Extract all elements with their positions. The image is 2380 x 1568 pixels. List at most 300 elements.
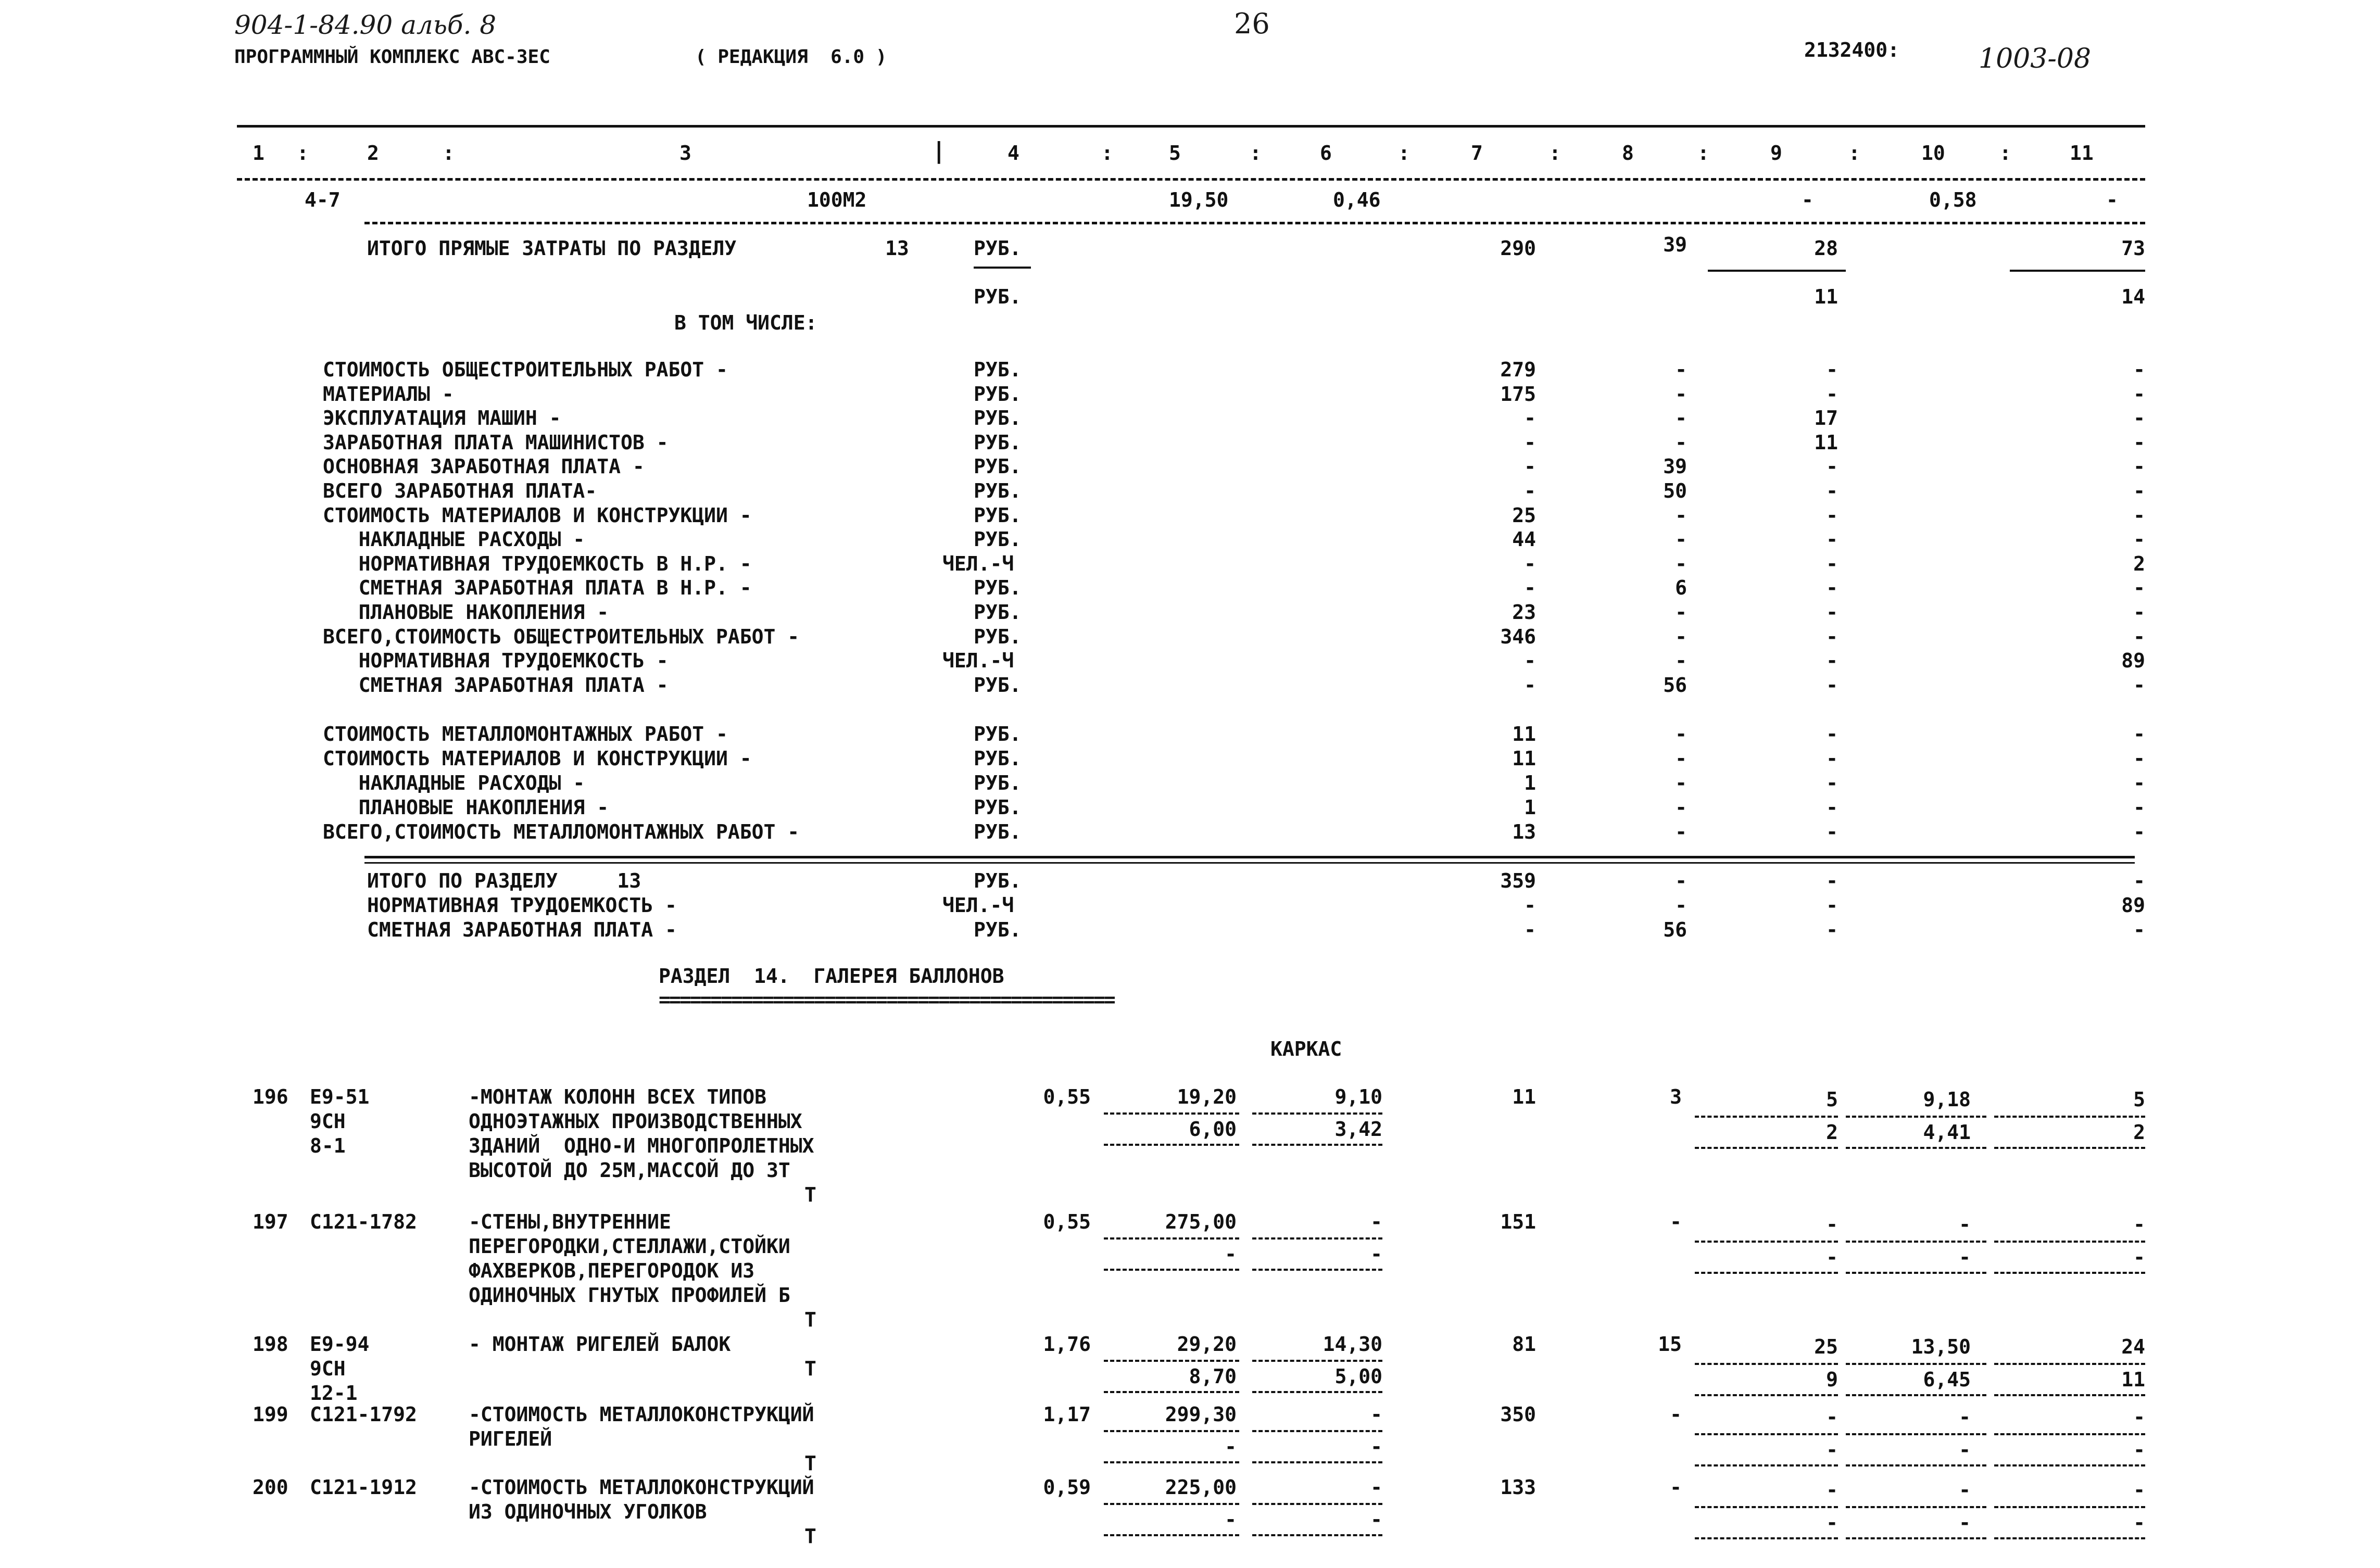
item-description: ПЕРЕГОРОДКИ,СТЕЛЛАЖИ,СТОЙКИ: [469, 1235, 790, 1258]
direct-costs-label: ИТОГО ПРЯМЫЕ ЗАТРАТЫ ПО РАЗДЕЛУ: [367, 237, 737, 260]
summary-c8: -: [1675, 528, 1687, 551]
item-c6-second: 5,00: [1334, 1365, 1382, 1388]
fraction-line: [1104, 1360, 1239, 1362]
item-c5: 299,30: [1165, 1403, 1237, 1426]
direct-costs-c9: 28: [1814, 237, 1838, 260]
frame-subheading: КАРКАС: [1270, 1038, 1342, 1060]
item-c8: -: [1670, 1403, 1682, 1426]
item-unit: Т: [804, 1357, 816, 1380]
section-14-title: РАЗДЕЛ 14. ГАЛЕРЕЯ БАЛЛОНОВ: [659, 965, 1004, 988]
fraction-line: [1994, 1241, 2145, 1243]
summary-c9: 11: [1814, 431, 1838, 454]
program-edition: ( РЕДАКЦИЯ 6.0 ): [695, 46, 887, 68]
summary-label: ВСЕГО ЗАРАБОТНАЯ ПЛАТА-: [323, 479, 597, 502]
section-14-underline: ============================================: [659, 988, 1114, 1011]
summary-c11: -: [2133, 528, 2145, 551]
summary-c7: -: [1524, 455, 1536, 478]
carry-c11: -: [2106, 188, 2118, 211]
fraction-line: [1695, 1464, 1838, 1466]
summary-c7: 359: [1500, 869, 1536, 892]
fraction-line: [1994, 1537, 2145, 1539]
summary-c11: -: [2133, 479, 2145, 502]
item-c7: 81: [1512, 1333, 1536, 1356]
item-c7: 151: [1500, 1210, 1536, 1233]
summary-c9: -: [1826, 601, 1838, 624]
summary-c7: 25: [1512, 503, 1536, 527]
summary-c11: -: [2133, 576, 2145, 600]
summary-c7: 23: [1512, 601, 1536, 624]
summary-c11: -: [2133, 796, 2145, 819]
table-top-rule: [237, 125, 2145, 128]
summary-c7: -: [1524, 673, 1536, 697]
item-unit: Т: [804, 1308, 816, 1331]
item-c11-second: 11: [2121, 1368, 2145, 1391]
fraction-line: [1252, 1360, 1382, 1362]
summary-unit: РУБ.: [974, 723, 1022, 745]
fraction-line: [1252, 1391, 1382, 1393]
fraction-line: [1846, 1116, 1986, 1118]
col-sep: :: [1549, 142, 1561, 165]
item-qty: 0,59: [1043, 1476, 1091, 1499]
col-7: 7: [1471, 142, 1483, 165]
summary-c7: -: [1524, 576, 1536, 600]
col-1: 1: [253, 142, 265, 165]
direct-costs-section: 13: [885, 237, 909, 260]
item-c9-second: -: [1826, 1246, 1838, 1269]
item-c6-second: 3,42: [1334, 1118, 1382, 1141]
including-label: В ТОМ ЧИСЛЕ:: [674, 311, 817, 334]
col-9: 9: [1770, 142, 1782, 165]
fraction-line: [1846, 1433, 1986, 1435]
item-c6: -: [1370, 1403, 1382, 1426]
item-c10-second: 4,41: [1923, 1121, 1971, 1144]
item-c9-second: 2: [1826, 1121, 1838, 1144]
item-description: ФАХВЕРКОВ,ПЕРЕГОРОДОК ИЗ: [469, 1259, 755, 1282]
summary-unit: РУБ.: [974, 431, 1022, 454]
summary-c8: -: [1675, 747, 1687, 770]
item-c7: 350: [1500, 1403, 1536, 1426]
item-number: 198: [253, 1333, 288, 1356]
fraction-line: [1708, 270, 1846, 272]
fraction-line: [1994, 1147, 2145, 1149]
item-description: ВЫСОТОЙ ДО 25М,МАССОЙ ДО 3Т: [469, 1159, 790, 1182]
summary-c11: 89: [2121, 894, 2145, 917]
item-description: -СТОИМОСТЬ МЕТАЛЛОКОНСТРУКЦИЙ: [469, 1476, 814, 1499]
summary-unit: РУБ.: [974, 455, 1022, 478]
unit-underline: [974, 267, 1031, 269]
summary-label: ВСЕГО,СТОИМОСТЬ МЕТАЛЛОМОНТАЖНЫХ РАБОТ -: [323, 820, 800, 843]
item-c10-second: -: [1959, 1511, 1971, 1534]
summary-label: ПЛАНОВЫЕ НАКОПЛЕНИЯ -: [323, 796, 609, 819]
carry-c10: 0,58: [1929, 188, 1977, 211]
item-c8: 3: [1670, 1085, 1682, 1108]
fraction-line: [1695, 1433, 1838, 1435]
summary-c8: -: [1675, 723, 1687, 745]
summary-unit: РУБ.: [974, 358, 1022, 381]
fraction-line: [1846, 1363, 1986, 1365]
item-description: -СТОИМОСТЬ МЕТАЛЛОКОНСТРУКЦИЙ: [469, 1403, 814, 1426]
item-description: ОДИНОЧНЫХ ГНУТЫХ ПРОФИЛЕЙ Б: [469, 1284, 790, 1307]
summary-unit: РУБ.: [974, 796, 1022, 819]
item-c10: 9,18: [1923, 1088, 1971, 1111]
summary-c11: -: [2133, 625, 2145, 648]
summary-c8: 6: [1675, 576, 1687, 600]
summary-label: НОРМАТИВНАЯ ТРУДОЕМКОСТЬ -: [323, 649, 669, 673]
fraction-line: [1252, 1269, 1382, 1271]
col-sep: :: [1250, 142, 1262, 165]
col-sep: :: [1398, 142, 1410, 165]
fraction-line: [1104, 1112, 1239, 1115]
item-qty: 0,55: [1043, 1085, 1091, 1108]
item-c9-second: -: [1826, 1438, 1838, 1461]
item-code: С121-1792: [310, 1403, 417, 1426]
summary-c8: -: [1675, 431, 1687, 454]
carry-code: 4-7: [305, 188, 341, 211]
direct-costs-c11b: 14: [2121, 285, 2145, 308]
item-c5-second: 8,70: [1189, 1365, 1237, 1388]
direct-costs-c8: 39: [1663, 233, 1687, 256]
item-qty: 0,55: [1043, 1210, 1091, 1233]
summary-unit: ЧЕЛ.-Ч: [942, 894, 1014, 917]
item-c5: 29,20: [1177, 1333, 1237, 1356]
summary-unit: ЧЕЛ.-Ч: [942, 552, 1014, 575]
col-6: 6: [1320, 142, 1332, 165]
item-number: 200: [253, 1476, 288, 1499]
fraction-line: [1104, 1144, 1239, 1146]
col-4: 4: [1008, 142, 1019, 165]
summary-c7: 11: [1512, 723, 1536, 745]
summary-c8: -: [1675, 503, 1687, 527]
summary-c8: -: [1675, 382, 1687, 406]
handwritten-code: 1003-08: [1979, 43, 2092, 74]
item-number: 199: [253, 1403, 288, 1426]
summary-c9: -: [1826, 503, 1838, 527]
item-c8: -: [1670, 1476, 1682, 1499]
summary-c9: -: [1826, 673, 1838, 697]
fraction-line: [1104, 1237, 1239, 1240]
summary-c9: -: [1826, 576, 1838, 600]
summary-c7: 13: [1512, 820, 1536, 843]
item-code: 12-1: [310, 1382, 358, 1405]
item-c7: 11: [1512, 1085, 1536, 1108]
summary-c7: -: [1524, 918, 1536, 941]
summary-c9: -: [1826, 358, 1838, 381]
summary-c7: 346: [1500, 625, 1536, 648]
item-c9: -: [1826, 1213, 1838, 1236]
item-description: РИГЕЛЕЙ: [469, 1427, 552, 1450]
item-c11-second: 2: [2133, 1121, 2145, 1144]
col-sep: :: [443, 142, 455, 165]
direct-costs-unit: РУБ.: [974, 237, 1022, 260]
summary-label: НАКЛАДНЫЕ РАСХОДЫ -: [323, 528, 585, 551]
item-c10: 13,50: [1911, 1335, 1971, 1358]
col-11: 11: [2070, 142, 2094, 165]
fraction-line: [1994, 1116, 2145, 1118]
direct-costs-unit-2: РУБ.: [974, 285, 1022, 308]
fraction-line: [1695, 1241, 1838, 1243]
summary-c8: 56: [1663, 673, 1687, 697]
summary-c7: -: [1524, 552, 1536, 575]
summary-label: НОРМАТИВНАЯ ТРУДОЕМКОСТЬ -: [367, 894, 677, 917]
item-code: Е9-51: [310, 1085, 370, 1108]
item-c5-second: -: [1225, 1508, 1237, 1531]
summary-c8: -: [1675, 894, 1687, 917]
summary-c8: -: [1675, 407, 1687, 430]
fraction-line: [1695, 1147, 1838, 1149]
summary-c7: -: [1524, 431, 1536, 454]
summary-c9: -: [1826, 479, 1838, 502]
summary-c9: -: [1826, 723, 1838, 745]
fraction-line: [1994, 1363, 2145, 1365]
summary-c11: -: [2133, 673, 2145, 697]
fraction-line: [1104, 1461, 1239, 1463]
item-unit: Т: [804, 1452, 816, 1475]
section-total-rule-2: [364, 862, 2135, 864]
fraction-line: [1104, 1503, 1239, 1505]
item-c10-second: 6,45: [1923, 1368, 1971, 1391]
summary-c8: 39: [1663, 455, 1687, 478]
item-c5: 225,00: [1165, 1476, 1237, 1499]
summary-c9: -: [1826, 649, 1838, 673]
summary-c8: -: [1675, 552, 1687, 575]
summary-unit: РУБ.: [974, 772, 1022, 794]
summary-unit: РУБ.: [974, 382, 1022, 406]
summary-unit: РУБ.: [974, 869, 1022, 892]
fraction-line: [1104, 1391, 1239, 1393]
summary-c11: -: [2133, 869, 2145, 892]
item-c5: 19,20: [1177, 1085, 1237, 1108]
summary-c11: 89: [2121, 649, 2145, 673]
col-2: 2: [367, 142, 379, 165]
summary-c11: -: [2133, 407, 2145, 430]
item-c9-second: -: [1826, 1511, 1838, 1534]
item-c8: -: [1670, 1210, 1682, 1233]
summary-c11: -: [2133, 772, 2145, 794]
summary-c7: 1: [1524, 772, 1536, 794]
header-bottom-rule: [237, 178, 2145, 181]
item-description: ИЗ ОДИНОЧНЫХ УГОЛКОВ: [469, 1500, 707, 1523]
summary-label: ИТОГО ПО РАЗДЕЛУ 13: [367, 869, 641, 892]
summary-c11: -: [2133, 503, 2145, 527]
item-c10: -: [1959, 1478, 1971, 1501]
summary-c9: 17: [1814, 407, 1838, 430]
summary-unit: РУБ.: [974, 601, 1022, 624]
summary-c7: 175: [1500, 382, 1536, 406]
summary-c8: -: [1675, 625, 1687, 648]
summary-c8: -: [1675, 796, 1687, 819]
item-c10: -: [1959, 1213, 1971, 1236]
carry-c5: 19,50: [1169, 188, 1229, 211]
item-qty: 1,17: [1043, 1403, 1091, 1426]
summary-c8: 50: [1663, 479, 1687, 502]
summary-c9: -: [1826, 820, 1838, 843]
summary-unit: РУБ.: [974, 479, 1022, 502]
item-code: С121-1782: [310, 1210, 417, 1233]
summary-c11: -: [2133, 455, 2145, 478]
item-c5-second: -: [1225, 1435, 1237, 1458]
item-c10: -: [1959, 1406, 1971, 1428]
item-c8: 15: [1658, 1333, 1682, 1356]
item-c6: -: [1370, 1476, 1382, 1499]
item-c6: 9,10: [1334, 1085, 1382, 1108]
summary-unit: РУБ.: [974, 820, 1022, 843]
section-total-rule-1: [364, 856, 2135, 858]
item-c10-second: -: [1959, 1438, 1971, 1461]
fraction-line: [1994, 1272, 2145, 1274]
summary-c9: -: [1826, 796, 1838, 819]
item-number: 196: [253, 1085, 288, 1108]
summary-c7: 1: [1524, 796, 1536, 819]
summary-c11: 2: [2133, 552, 2145, 575]
summary-c9: -: [1826, 552, 1838, 575]
col-sep: :: [1999, 142, 2011, 165]
summary-unit: РУБ.: [974, 528, 1022, 551]
carry-c6: 0,46: [1333, 188, 1381, 211]
item-c11: -: [2133, 1478, 2145, 1501]
item-c11: 5: [2133, 1088, 2145, 1111]
item-c6-second: -: [1370, 1243, 1382, 1266]
summary-label: СМЕТНАЯ ЗАРАБОТНАЯ ПЛАТА -: [367, 918, 677, 941]
carry-c9: -: [1802, 188, 1814, 211]
summary-label: ЭКСПЛУАТАЦИЯ МАШИН -: [323, 407, 561, 430]
summary-c11: -: [2133, 358, 2145, 381]
fraction-line: [1252, 1112, 1382, 1115]
fraction-line: [1994, 1394, 2145, 1396]
direct-costs-c7: 290: [1500, 237, 1536, 260]
fraction-line: [1846, 1241, 1986, 1243]
summary-label: ВСЕГО,СТОИМОСТЬ ОБЩЕСТРОИТЕЛЬНЫХ РАБОТ -: [323, 625, 800, 648]
item-description: ЗДАНИЙ ОДНО-И МНОГОПРОЛЕТНЫХ: [469, 1134, 814, 1157]
summary-unit: ЧЕЛ.-Ч: [942, 649, 1014, 673]
program-name: ПРОГРАММНЫЙ КОМПЛЕКС АВС-3ЕС: [234, 46, 550, 68]
fraction-line: [2010, 270, 2145, 272]
summary-c8: -: [1675, 358, 1687, 381]
summary-c11: -: [2133, 820, 2145, 843]
item-c9: -: [1826, 1406, 1838, 1428]
summary-label: ЗАРАБОТНАЯ ПЛАТА МАШИНИСТОВ -: [323, 431, 669, 454]
summary-label: СТОИМОСТЬ ОБЩЕСТРОИТЕЛЬНЫХ РАБОТ -: [323, 358, 728, 381]
summary-c11: -: [2133, 431, 2145, 454]
summary-c9: -: [1826, 869, 1838, 892]
fraction-line: [1252, 1430, 1382, 1432]
summary-c9: -: [1826, 528, 1838, 551]
fraction-line: [1846, 1537, 1986, 1539]
item-c11: 24: [2121, 1335, 2145, 1358]
summary-c7: 279: [1500, 358, 1536, 381]
summary-c9: -: [1826, 772, 1838, 794]
item-code: С121-1912: [310, 1476, 417, 1499]
item-code: 9СН: [310, 1110, 346, 1133]
summary-unit: РУБ.: [974, 747, 1022, 770]
fraction-line: [1994, 1506, 2145, 1508]
summary-unit: РУБ.: [974, 918, 1022, 941]
fraction-line: [1252, 1503, 1382, 1505]
item-c9: -: [1826, 1478, 1838, 1501]
item-c9-second: 9: [1826, 1368, 1838, 1391]
fraction-line: [1695, 1272, 1838, 1274]
summary-c11: -: [2133, 382, 2145, 406]
summary-c9: -: [1826, 894, 1838, 917]
summary-c8: -: [1675, 649, 1687, 673]
fraction-line: [1252, 1534, 1382, 1536]
item-unit: Т: [804, 1183, 816, 1206]
fraction-line: [1846, 1394, 1986, 1396]
item-c6: 14,30: [1323, 1333, 1382, 1356]
summary-c8: -: [1675, 772, 1687, 794]
item-c7: 133: [1500, 1476, 1536, 1499]
summary-c9: -: [1826, 918, 1838, 941]
fraction-line: [1695, 1537, 1838, 1539]
direct-costs-c9b: 11: [1814, 285, 1838, 308]
col-sep: :: [1848, 142, 1860, 165]
item-c9: 5: [1826, 1088, 1838, 1111]
summary-label: СМЕТНАЯ ЗАРАБОТНАЯ ПЛАТА В Н.Р. -: [323, 576, 752, 600]
item-code: 8-1: [310, 1134, 346, 1157]
carry-unit: 100М2: [807, 188, 867, 211]
summary-label: СТОИМОСТЬ МАТЕРИАЛОВ И КОНСТРУКЦИИ -: [323, 503, 752, 527]
col-5: 5: [1169, 142, 1181, 165]
item-c11-second: -: [2133, 1246, 2145, 1269]
document-number: 2132400:: [1804, 39, 1900, 61]
summary-label: СТОИМОСТЬ МЕТАЛЛОМОНТАЖНЫХ РАБОТ -: [323, 723, 728, 745]
item-c6: -: [1370, 1210, 1382, 1233]
fraction-line: [1994, 1433, 2145, 1435]
fraction-line: [1695, 1116, 1838, 1118]
item-qty: 1,76: [1043, 1333, 1091, 1356]
fraction-line: [1252, 1237, 1382, 1240]
summary-c11: -: [2133, 918, 2145, 941]
item-c11: -: [2133, 1213, 2145, 1236]
col-sep: :: [1697, 142, 1709, 165]
col-10: 10: [1921, 142, 1945, 165]
item-description: -СТЕНЫ,ВНУТРЕННИЕ: [469, 1210, 671, 1233]
item-number: 197: [253, 1210, 288, 1233]
item-description: - МОНТАЖ РИГЕЛЕЙ БАЛОК: [469, 1333, 731, 1356]
summary-c7: 44: [1512, 528, 1536, 551]
col-3: 3: [679, 142, 691, 165]
page-number: 26: [1234, 7, 1270, 40]
fraction-line: [1846, 1506, 1986, 1508]
item-code: 9СН: [310, 1357, 346, 1380]
summary-c9: -: [1826, 382, 1838, 406]
summary-label: НАКЛАДНЫЕ РАСХОДЫ -: [323, 772, 585, 794]
item-c5: 275,00: [1165, 1210, 1237, 1233]
fraction-line: [1695, 1363, 1838, 1365]
summary-c9: -: [1826, 747, 1838, 770]
summary-c7: 11: [1512, 747, 1536, 770]
summary-c11: -: [2133, 723, 2145, 745]
summary-label: СМЕТНАЯ ЗАРАБОТНАЯ ПЛАТА -: [323, 673, 669, 697]
summary-unit: РУБ.: [974, 625, 1022, 648]
item-c6-second: -: [1370, 1508, 1382, 1531]
handwritten-album-reference: 904-1-84.90 альб. 8: [234, 10, 497, 40]
summary-label: МАТЕРИАЛЫ -: [323, 382, 454, 406]
summary-label: ПЛАНОВЫЕ НАКОПЛЕНИЯ -: [323, 601, 609, 624]
summary-label: СТОИМОСТЬ МАТЕРИАЛОВ И КОНСТРУКЦИИ -: [323, 747, 752, 770]
summary-c7: -: [1524, 649, 1536, 673]
direct-costs-c11: 73: [2121, 237, 2145, 260]
col-bar: |: [932, 137, 946, 164]
summary-unit: РУБ.: [974, 576, 1022, 600]
summary-c7: -: [1524, 407, 1536, 430]
summary-c11: -: [2133, 747, 2145, 770]
item-c9: 25: [1814, 1335, 1838, 1358]
fraction-line: [1104, 1534, 1239, 1536]
summary-c8: -: [1675, 820, 1687, 843]
item-c11-second: -: [2133, 1438, 2145, 1461]
summary-unit: РУБ.: [974, 407, 1022, 430]
item-unit: Т: [804, 1525, 816, 1548]
